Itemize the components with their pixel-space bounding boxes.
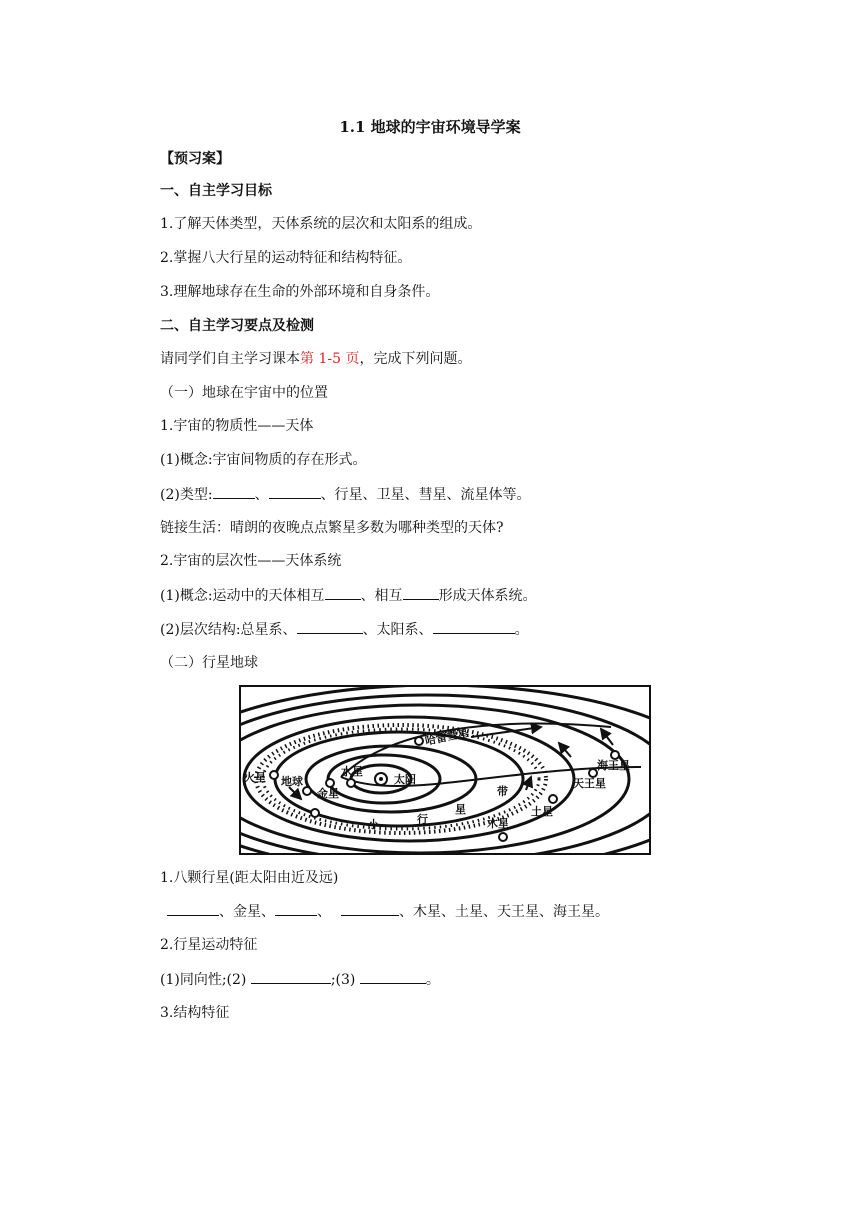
part1-q2: 2.宇宙的层次性——天体系统 — [160, 553, 342, 569]
orbit-arrow-jupiter — [526, 777, 531, 790]
part1-q2-concept — [160, 586, 537, 605]
planet-uranus — [589, 769, 597, 777]
orbit-arrow-earth — [289, 787, 301, 799]
part2-q3: 3.结构特征 — [160, 1005, 230, 1021]
part2-q2: 2.行星运动特征 — [160, 937, 258, 953]
instruction-after: ，完成下列问题。 — [359, 351, 472, 367]
page-title: 1.1 地球的宇宙环境导学案 — [339, 118, 521, 136]
label-belt-3: 星 — [455, 803, 466, 816]
part1-q1: 1.宇宙的物质性——天体 — [160, 418, 314, 434]
section-preview-heading: 【预习案】 — [160, 151, 230, 167]
types-sep: 、 — [254, 487, 269, 503]
planet-small — [311, 809, 319, 817]
planet-mars — [270, 771, 278, 779]
label-earth: 地球 — [281, 775, 303, 788]
part1-heading: （一）地球在宇宙中的位置 — [160, 385, 328, 401]
heading-learning-goals: 一、自主学习目标 — [160, 183, 272, 199]
part1-q1-types — [160, 485, 531, 504]
label-jupiter: 木星 — [487, 817, 509, 830]
planets-sep2: 、 — [317, 904, 331, 920]
solar-system-svg — [241, 687, 649, 853]
motion-c: 。 — [425, 972, 440, 988]
sun-core — [379, 777, 383, 781]
planet-earth — [303, 787, 311, 795]
blank-type-1[interactable] — [213, 485, 255, 499]
solar-system-diagram — [239, 685, 651, 855]
planet-saturn — [549, 795, 557, 803]
comet-head — [415, 737, 423, 745]
structure-b: 、太阳系、 — [362, 622, 433, 638]
blank-planet-1[interactable] — [167, 902, 219, 916]
blank-planet-3[interactable] — [275, 902, 317, 916]
label-mars: 火星 — [244, 771, 266, 784]
types-rest: 、行星、卫星、彗星、流星体等。 — [320, 487, 531, 503]
label-neptune: 海王星 — [597, 759, 630, 772]
part2-q1: 1.八颗行星(距太阳由近及远) — [160, 870, 339, 886]
motion-b: ;(3) — [330, 972, 360, 988]
concept-c: 形成天体系统。 — [438, 588, 537, 604]
instruction — [160, 350, 471, 368]
label-belt-1: 小 — [368, 818, 379, 831]
blank-type-2[interactable] — [269, 485, 321, 499]
label-halley-comet: 哈雷彗星 — [423, 726, 470, 748]
part1-q2-structure — [160, 620, 529, 639]
planet-mercury — [347, 779, 355, 787]
part2-q1-answer — [160, 902, 609, 921]
blank-planet-4[interactable] — [341, 902, 399, 916]
blank-motion-2[interactable] — [251, 970, 331, 984]
label-belt-4: 带 — [497, 785, 508, 798]
goal-3: 3.理解地球存在生命的外部环境和自身条件。 — [160, 284, 440, 300]
motion-a: (1)同向性;(2) — [160, 972, 251, 988]
blank-motion-3[interactable] — [360, 970, 426, 984]
part1-q1-concept: (1)概念:宇宙间物质的存在形式。 — [160, 452, 367, 468]
part2-q2-answer — [160, 970, 440, 989]
concept-b: 、相互 — [360, 588, 403, 604]
goal-1: 1.了解天体类型，天体系统的层次和太阳系的组成。 — [160, 216, 482, 232]
goal-2: 2.掌握八大行星的运动特征和结构特征。 — [160, 250, 412, 266]
instruction-before: 请同学们自主学习课本 — [160, 351, 300, 367]
label-mercury: 水星 — [341, 765, 363, 778]
types-prefix: (2)类型: — [160, 487, 213, 503]
heading-key-points: 二、自主学习要点及检测 — [160, 318, 314, 334]
blank-concept-1[interactable] — [325, 586, 361, 600]
label-venus: 金星 — [317, 787, 339, 800]
label-belt-2: 行 — [417, 813, 428, 826]
blank-structure-2[interactable] — [433, 620, 515, 634]
planet-neptune — [611, 751, 619, 759]
planet-jupiter — [499, 833, 507, 841]
concept-a: (1)概念:运动中的天体相互 — [160, 588, 325, 604]
planets-sep1: 、金星、 — [219, 904, 275, 920]
blank-structure-1[interactable] — [297, 620, 363, 634]
label-sun: 太阳 — [394, 773, 416, 786]
life-link: 链接生活：晴朗的夜晚点点繁星多数为哪种类型的天体? — [160, 520, 504, 536]
blank-concept-2[interactable] — [403, 586, 439, 600]
planets-rest: 、木星、土星、天王星、海王星。 — [399, 904, 609, 920]
orbit-neptune — [241, 687, 649, 853]
instruction-pages: 第 1-5 页 — [300, 351, 360, 367]
part2-heading: （二）行星地球 — [160, 655, 258, 671]
planet-venus — [326, 779, 334, 787]
structure-c: 。 — [514, 622, 529, 638]
structure-a: (2)层次结构:总星系、 — [160, 622, 297, 638]
label-saturn: 土星 — [531, 805, 553, 818]
label-uranus: 天王星 — [573, 777, 606, 790]
